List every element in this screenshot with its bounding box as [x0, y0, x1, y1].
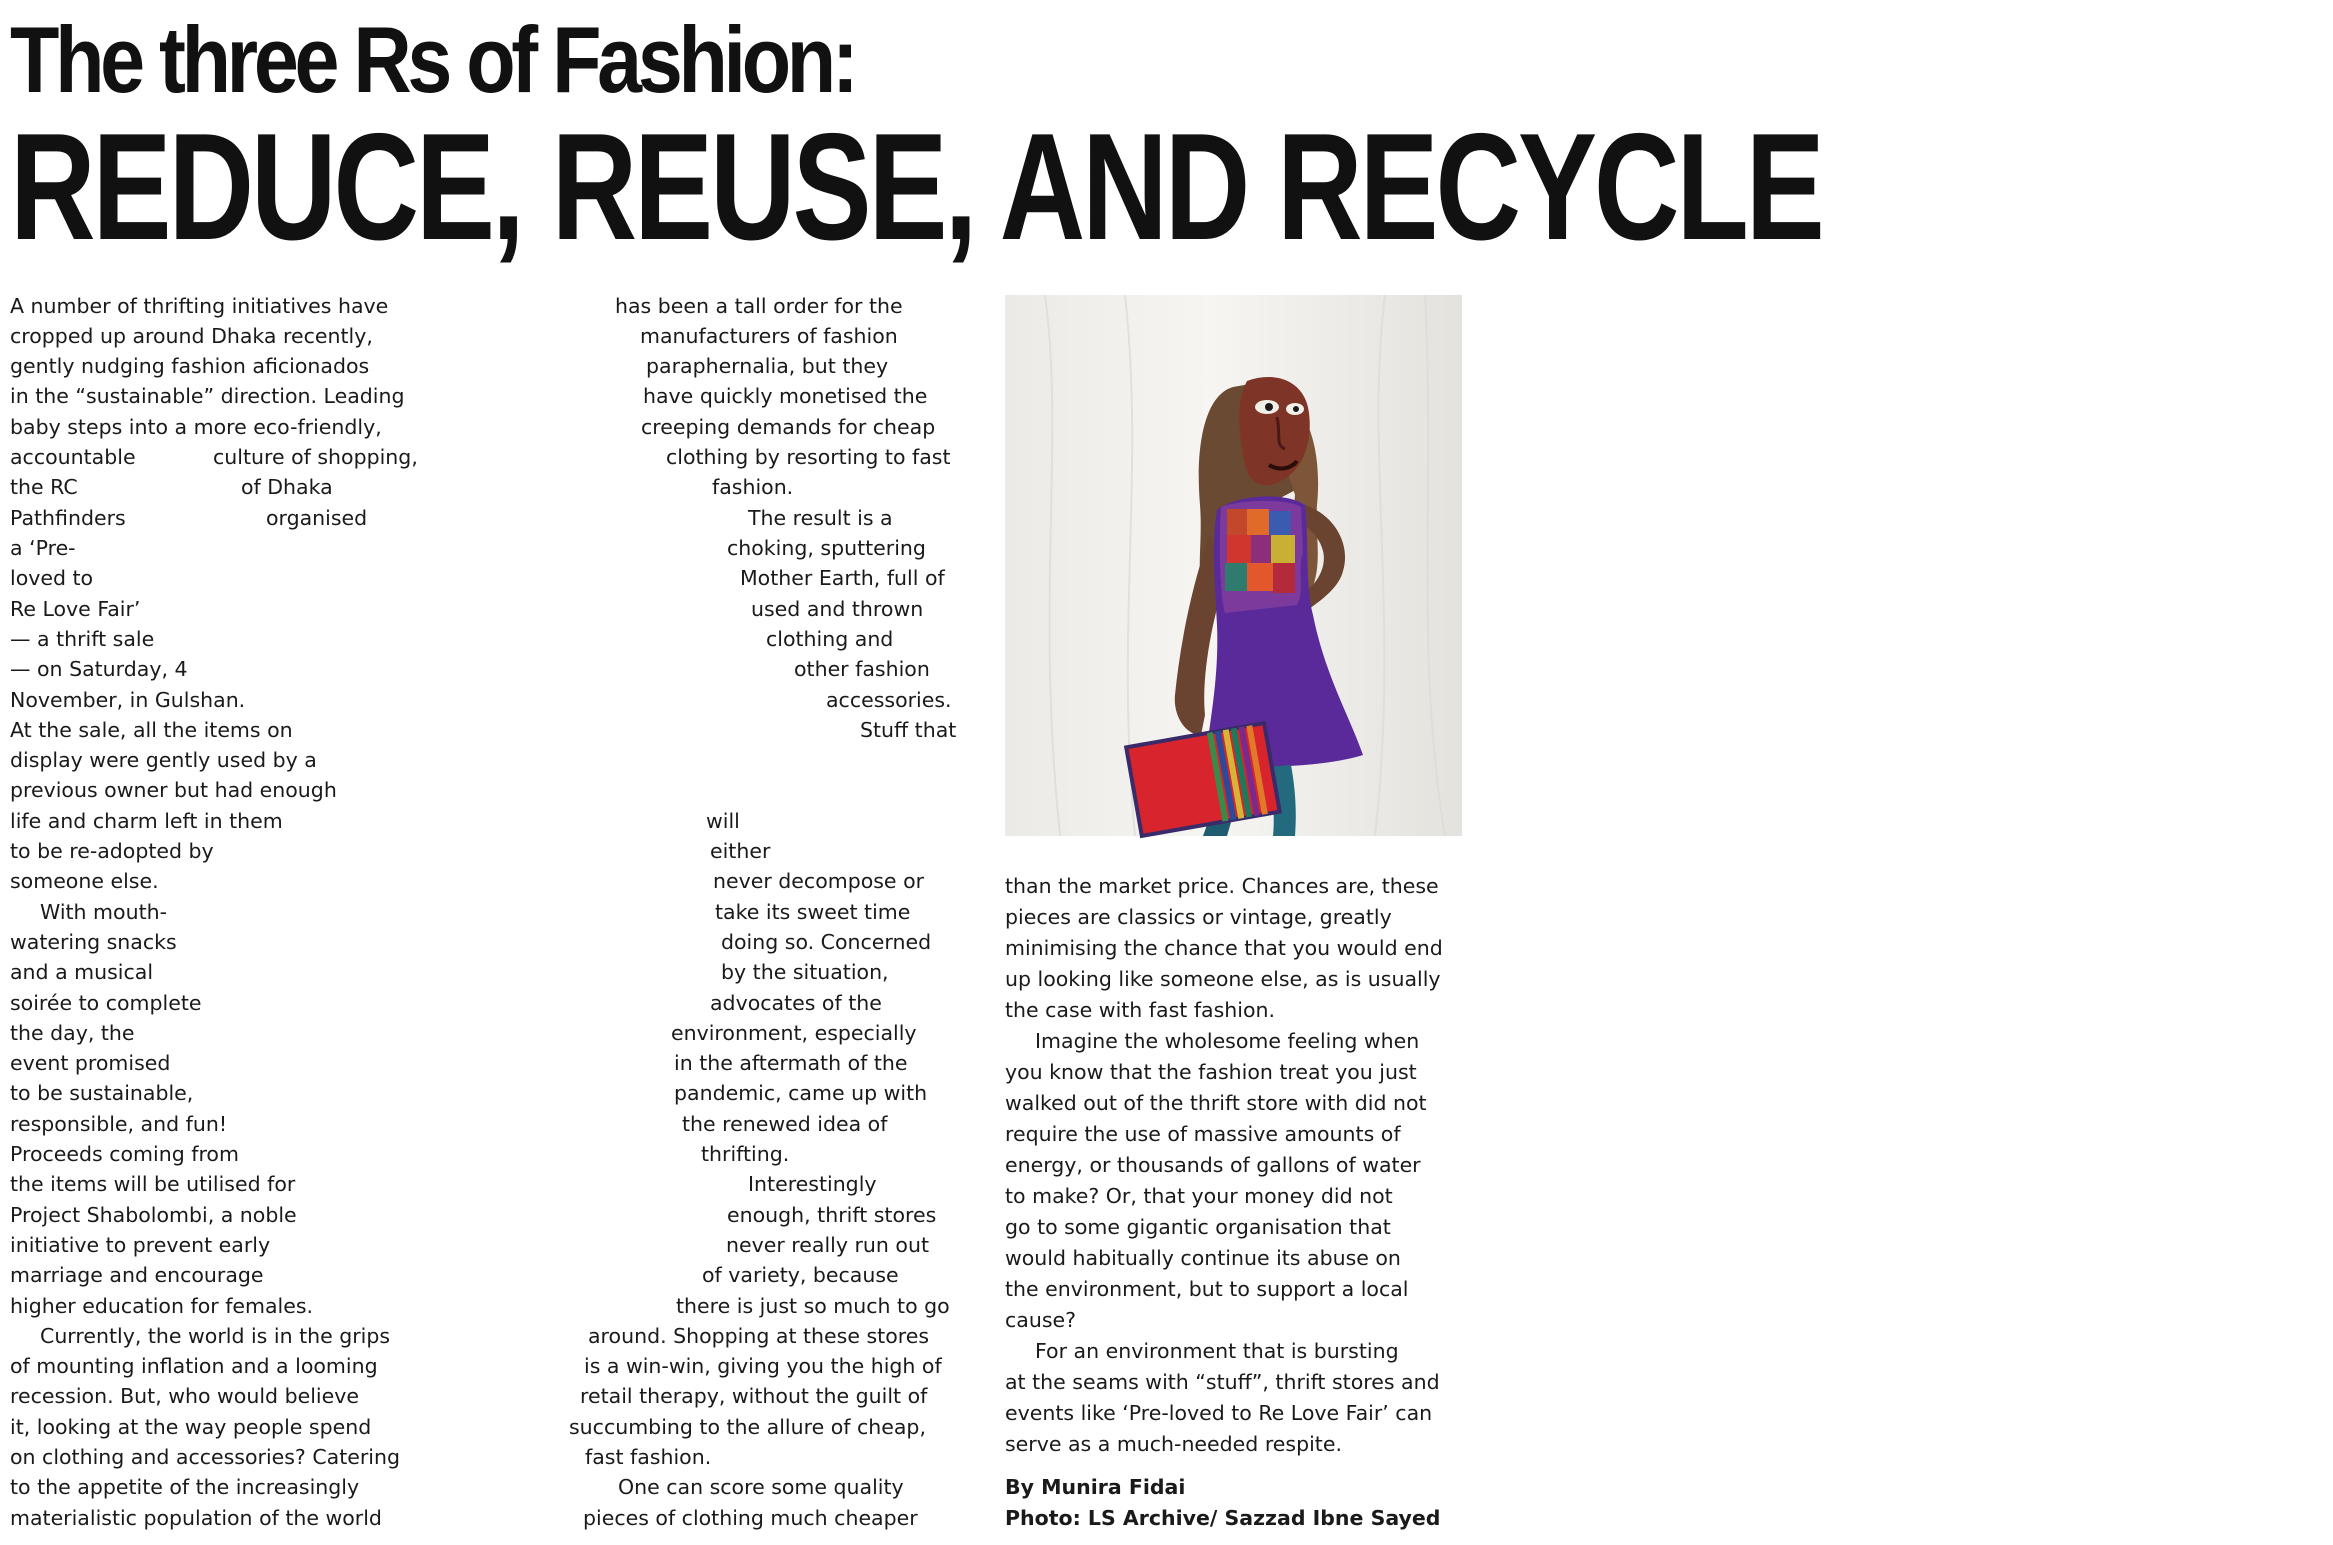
text-line: baby steps into a more eco-friendly,: [10, 415, 382, 439]
text-line: display were gently used by a: [10, 748, 317, 772]
text-line: advocates of the: [710, 991, 882, 1015]
text-line: Interestingly: [748, 1172, 877, 1196]
text-line: watering snacks: [10, 930, 177, 954]
text-line: would habitually continue its abuse on: [1005, 1246, 1401, 1270]
text-line: the environment, but to support a local: [1005, 1277, 1409, 1301]
text-line: pandemic, came up with: [674, 1081, 928, 1105]
text-line: the items will be utilised for: [10, 1172, 296, 1196]
text-line: recession. But, who would believe: [10, 1384, 359, 1408]
text-line: used and thrown: [751, 597, 924, 621]
text-line: fast fashion.: [585, 1445, 712, 1469]
headline: [10, 7, 2333, 272]
text-line: organised: [266, 506, 368, 530]
text-line: of mounting inflation and a looming: [10, 1354, 378, 1378]
text-line: either: [710, 839, 771, 863]
text-line: materialistic population of the world: [10, 1506, 382, 1530]
text-line: One can score some quality: [618, 1475, 904, 1499]
text-line: culture of shopping,: [213, 445, 418, 469]
headline-line-2: REDUCE, REUSE, AND RECYCLE: [10, 102, 1822, 272]
text-line: by the situation,: [721, 960, 889, 984]
text-line: on clothing and accessories? Catering: [10, 1445, 400, 1469]
text-line: up looking like someone else, as is usually: [1005, 967, 1441, 991]
text-line: someone else.: [10, 869, 159, 893]
text-line: is a win-win, giving you the high of: [584, 1354, 942, 1378]
model-illustration: [1005, 295, 1462, 836]
photo-credit: Photo: LS Archive/ Sazzad Ibne Sayed: [1005, 1506, 1441, 1530]
text-line: cropped up around Dhaka recently,: [10, 324, 373, 348]
text-line: Pathfinders: [10, 506, 126, 530]
text-line: pieces of clothing much cheaper: [583, 1506, 918, 1530]
text-line: accessories.: [826, 688, 952, 712]
text-line: paraphernalia, but they: [646, 354, 889, 378]
text-line: have quickly monetised the: [643, 384, 928, 408]
text-line: never decompose or: [713, 869, 925, 893]
text-line: previous owner but had enough: [10, 778, 337, 802]
text-line: Stuff that: [860, 718, 957, 742]
text-line: walked out of the thrift store with did not: [1005, 1091, 1427, 1115]
text-line: cause?: [1005, 1308, 1076, 1332]
text-line: doing so. Concerned: [721, 930, 932, 954]
text-line: to be sustainable,: [10, 1081, 194, 1105]
text-line: take its sweet time: [715, 900, 911, 924]
text-line: than the market price. Chances are, these: [1005, 874, 1439, 898]
text-line: marriage and encourage: [10, 1263, 264, 1287]
text-line: a ‘Pre-: [10, 536, 76, 560]
text-line: clothing by resorting to fast: [666, 445, 951, 469]
text-line: fashion.: [712, 475, 794, 499]
text-line: With mouth-: [40, 900, 167, 924]
text-line: the case with fast fashion.: [1005, 998, 1276, 1022]
text-line: never really run out: [726, 1233, 929, 1257]
author-credit: By Munira Fidai: [1005, 1475, 1186, 1499]
text-line: serve as a much-needed respite.: [1005, 1432, 1342, 1456]
text-line: other fashion: [794, 657, 930, 681]
text-line: to be re-adopted by: [10, 839, 214, 863]
text-line: The result is a: [748, 506, 893, 530]
text-line: to make? Or, that your money did not: [1005, 1184, 1393, 1208]
text-line: higher education for females.: [10, 1294, 314, 1318]
text-line: it, looking at the way people spend: [10, 1415, 372, 1439]
text-line: minimising the chance that you would end: [1005, 936, 1443, 960]
article-photo: [1005, 295, 1462, 836]
text-line: require the use of massive amounts of: [1005, 1122, 1401, 1146]
text-line: For an environment that is bursting: [1035, 1339, 1399, 1363]
text-line: around. Shopping at these stores: [588, 1324, 930, 1348]
text-line: there is just so much to go: [676, 1294, 950, 1318]
text-line: Project Shabolombi, a noble: [10, 1203, 297, 1227]
text-line: November, in Gulshan.: [10, 688, 246, 712]
text-line: choking, sputtering: [727, 536, 926, 560]
text-line: At the sale, all the items on: [10, 718, 293, 742]
text-line: — on Saturday, 4: [10, 657, 188, 681]
text-line: — a thrift sale: [10, 627, 155, 651]
text-line: of variety, because: [702, 1263, 899, 1287]
text-line: the day, the: [10, 1021, 135, 1045]
text-line: to the appetite of the increasingly: [10, 1475, 360, 1499]
text-line: of Dhaka: [241, 475, 333, 499]
text-line: in the aftermath of the: [674, 1051, 908, 1075]
text-line: and a musical: [10, 960, 154, 984]
text-line: loved to: [10, 566, 94, 590]
text-line: clothing and: [766, 627, 894, 651]
text-line: event promised: [10, 1051, 171, 1075]
text-line: has been a tall order for the: [615, 294, 903, 318]
text-line: the RC: [10, 475, 78, 499]
text-line: A number of thrifting initiatives have: [10, 294, 389, 318]
text-line: Proceeds coming from: [10, 1142, 239, 1166]
text-line: soirée to complete: [10, 991, 202, 1015]
text-line: will: [706, 809, 740, 833]
text-line: Imagine the wholesome feeling when: [1035, 1029, 1420, 1053]
text-line: events like ‘Pre-loved to Re Love Fair’ can: [1005, 1401, 1433, 1425]
text-line: the renewed idea of: [682, 1112, 888, 1136]
headline-line-1: The three Rs of Fashion:: [10, 7, 855, 112]
text-line: initiative to prevent early: [10, 1233, 271, 1257]
text-line: in the “sustainable” direction. Leading: [10, 384, 405, 408]
text-line: Mother Earth, full of: [740, 566, 945, 590]
text-line: succumbing to the allure of cheap,: [569, 1415, 926, 1439]
text-line: gently nudging fashion aficionados: [10, 354, 370, 378]
text-line: life and charm left in them: [10, 809, 283, 833]
text-line: responsible, and fun!: [10, 1112, 228, 1136]
text-line: pieces are classics or vintage, greatly: [1005, 905, 1392, 929]
text-line: Re Love Fair’: [10, 597, 141, 621]
text-line: energy, or thousands of gallons of water: [1005, 1153, 1421, 1177]
text-line: creeping demands for cheap: [641, 415, 936, 439]
text-line: manufacturers of fashion: [640, 324, 898, 348]
text-line: thrifting.: [701, 1142, 790, 1166]
text-line: at the seams with “stuff”, thrift stores and: [1005, 1370, 1440, 1394]
text-line: retail therapy, without the guilt of: [580, 1384, 928, 1408]
text-line: go to some gigantic organisation that: [1005, 1215, 1391, 1239]
text-line: accountable: [10, 445, 136, 469]
text-line: you know that the fashion treat you just: [1005, 1060, 1417, 1084]
text-line: enough, thrift stores: [727, 1203, 937, 1227]
text-line: Currently, the world is in the grips: [40, 1324, 391, 1348]
text-line: environment, especially: [671, 1021, 917, 1045]
